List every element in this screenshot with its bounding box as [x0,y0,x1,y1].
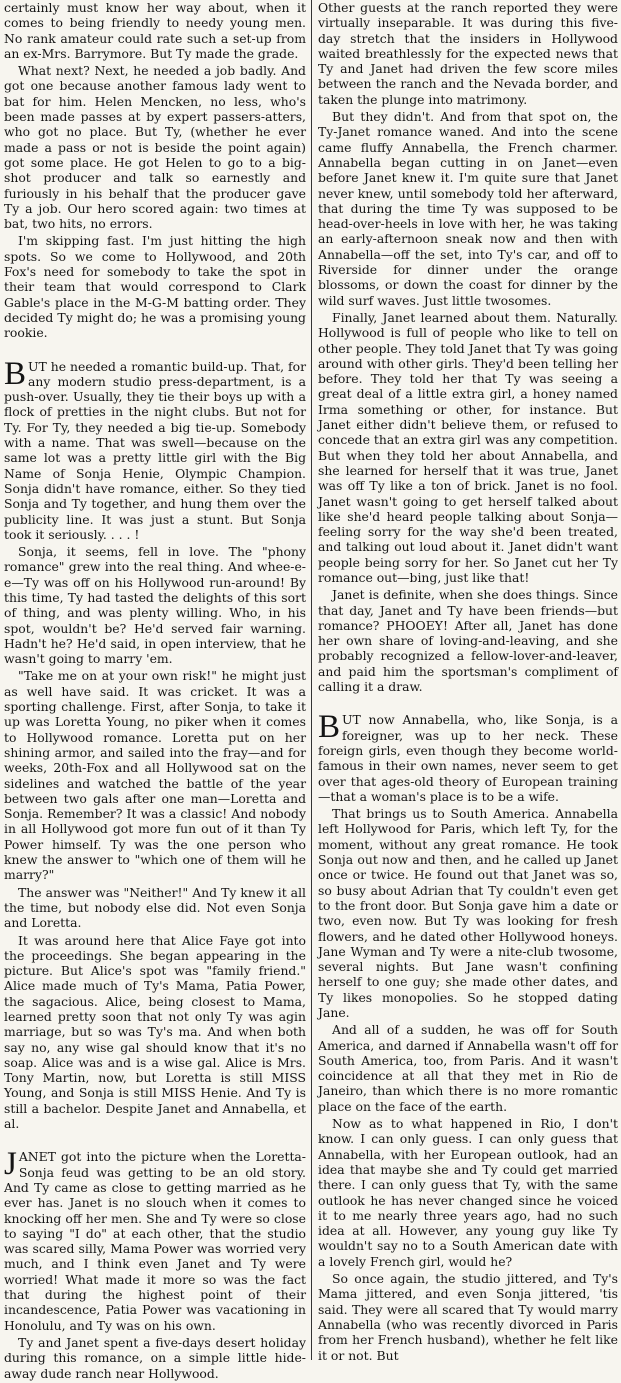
paragraph: Janet is definite, when she does things. Since that day, Janet and Ty have been friends—but romance? PHOOEY! After all, Janet has done her own share of loving-and-leaving, and she probably recognized a fellow-lover-and-leaver, and paid him the sportsman's compliment of calling it a draw. [318,587,618,695]
paragraph: Ty and Janet spent a five-days desert holiday during this romance, on a simple little hide-away dude ranch near Hollywood. [4,1334,306,1381]
right-column [318,0,618,1365]
drop-cap: J [4,1146,17,1183]
section-lead-paragraph [4,355,306,543]
paragraph: What next? Next, he needed a job badly. And got one because another famous lady went to bat for him. Helen Mencken, no less, who's been made passes at by expert passers-atters, who got no place. But Ty, (whether he ever made a pass or not is beside the point again) got some place. He got Helen to go to a big-shot producer and talk so earnestly and furiously in his behalf that the producer gave Ty a job. Our hero scored again: two times at bat, two hits, no errors. [4,63,306,232]
paragraph: certainly must know her way about, when it comes to being friendly to needy young men. No rank amateur could rate such a set-up from an ex-Mrs. Barrymore. But Ty made the grade. [4,0,306,61]
paragraph: It was around here that Alice Faye got into the proceedings. She began appearing in the picture. But Alice's spot was "family friend." Alice made much of Ty's Mama, Patia Power, the sagacious. Alice, being closest to Mama, learned pretty soon that not only Ty was agin marriage, but so was Ty's ma. And when both say no, any wise gal should know that it's no soap. Alice was and is a wise gal. Alice is Mrs. Tony Martin, now, but Loretta is still MISS Young, and Sonja is still MISS Henie. And Ty is still a bachelor. Despite Janet and Annabella, et al. [4,932,306,1132]
drop-cap: B [318,709,341,746]
paragraph: And all of a sudden, he was off for South America, and darned if Annabella wasn't off for South America, too, from Paris. And it wasn't coincidence at all that they met in Rio de Janeiro, than which there is no more romantic place on the face of the earth. [318,1022,618,1114]
column-divider [311,0,312,1360]
paragraph: I'm skipping fast. I'm just hitting the high spots. So we come to Hollywood, and 20th Fox's need for somebody to take the spot in their team that would correspond to Clark Gable's place in the M-G-M batting order. They decided Ty might do; he was a promising young rookie. [4,233,306,341]
paragraph-text: UT now Annabella, who, like Sonja, is a foreigner, was up to her neck. These foreign girls, even though they become world-famous in their own names, never seem to get over that ages-old theory of European training—that a woman's place is to be a wife. [318,712,618,804]
paragraph-text: ANET got into the picture when the Loretta-Sonja feud was getting to be an old story. And Ty came as close to getting married as he ever has. Janet is no slouch when it comes to knocking off her men. She and Ty were so close to saying "I do" at each other, that the studio was scared silly, Mama Power was worried very much, and I think even Janet and Ty were worried! What made it more so was the fact that during the highest point of their incandescence, Patia Power was vacationing in Honolulu, and Ty was on his own. [4,1149,306,1333]
paragraph: But they didn't. And from that spot on, the Ty-Janet romance waned. And into the scene came fluffy Annabella, the French charmer. Annabella began cutting in on Janet—even before Janet knew it. I'm quite sure that Janet never knew, until somebody told her afterward, that during the time Ty was supposed to be head-over-heels in love with her, he was taking an early-afternoon sneak now and then with Annabella—off the set, into Ty's car, and off to Riverside for dinner under the orange blossoms, or down the coast for dinner by the wild surf waves. Just little twosomes. [318,109,618,308]
paragraph: Finally, Janet learned about them. Naturally. Hollywood is full of people who like to tell on other people. They told Janet that Ty was going around with other girls. They'd been telling her before. They told her that Ty was seeing a great deal of a little extra girl, a honey named Irma something or other, for instance. But Janet either didn't believe them, or refused to concede that an extra girl was any competition. But when they told her about Annabella, and she learned for herself that it was true, Janet was off Ty like a ton of brick. Janet is no fool. Janet wasn't going to get herself talked about like she'd heard people talking about Sonja—feeling sorry for the way she'd been treated, and talking out loud about it. Janet didn't want people being sorry for her. So Janet cut her Ty romance out—bing, just like that! [318,309,618,585]
paragraph: "Take me on at your own risk!" he might just as well have said. It was cricket. It was a sporting challenge. First, after Sonja, to take it up was Loretta Young, no piker when it comes to Hollywood romance. Loretta put on her shining armor, and sailed into the fray—and for weeks, 20th-Fox and all Hollywood sat on the sidelines and watched the battle of the year between two gals after one man—Loretta and Sonja. Remember? It was a classic! And nobody in all Hollywood got more fun out of it than Ty Power himself. Ty was the one person who knew the answer to "which one of them will he marry?" [4,668,306,883]
paragraph: Now as to what happened in Rio, I don't know. I can only guess. I can only guess that Annabella, with her European outlook, had an idea that maybe she and Ty could get married there. I can only guess that Ty, with the same outlook he has never changed since he voiced it to me nearly three years ago, had no such idea at all. However, any young guy like Ty wouldn't say no to a South American date with a lovely French girl, would he? [318,1116,618,1269]
paragraph: The answer was "Neither!" And Ty knew it all the time, but nobody else did. Not even Sonja and Loretta. [4,884,306,931]
paragraph: Sonja, it seems, fell in love. The "phony romance" grew into the real thing. And whee-e-e—Ty was off on his Hollywood run-around! By this time, Ty had tasted the delights of this sort of thing, and was plenty willing. Who, in his spot, wouldn't be? He'd served fair warning. Hadn't he? He'd said, in open interview, that he wasn't going to marry 'em. [4,544,306,667]
left-column [4,0,306,1383]
paragraph: So once again, the studio jittered, and Ty's Mama jittered, and even Sonja jittered, 'tis said. They were all scared that Ty would marry Annabella (who was recently divorced in Paris from her French husband), whether he felt like it or not. But [318,1271,618,1363]
section-lead-paragraph [318,709,618,804]
section-lead-paragraph [4,1146,306,1333]
paragraph: Other guests at the ranch reported they were virtually inseparable. It was during this five-day stretch that the insiders in Hollywood waited breathlessly for the expected news that Ty and Janet had driven the few score miles between the ranch and the Nevada border, and taken the plunge into matrimony. [318,0,618,107]
drop-cap: B [4,355,27,392]
paragraph-text: UT he needed a romantic build-up. That, for any modern studio press-department, is a push-over. Usually, they tie their boys up with a flock of pretties in the night clubs. But not for Ty. For Ty, they needed a big tie-up. Somebody with a name. That was swell—because on the same lot was a pretty little girl with the Big Name of Sonja Henie, Olympic Champion. Sonja didn't have romance, either. So they tied Sonja and Ty together, and hung them over the publicity line. It was just a stunt. But Sonja took it seriously. . . . ! [4,358,306,542]
paragraph: That brings us to South America. Annabella left Hollywood for Paris, which left Ty, for the moment, without any great romance. He took Sonja out now and then, and he called up Janet once or twice. He found out that Janet was so, so busy about Adrian that Ty couldn't even get to the front door. But Sonja gave him a date or two, even now. But Ty was looking for fresh flowers, and he dated other Hollywood honeys. Jane Wyman and Ty were a nite-club twosome, several nights. But Jane wasn't confining herself to one guy; she made other dates, and Ty likes monopolies. So he stopped dating Jane. [318,806,618,1020]
